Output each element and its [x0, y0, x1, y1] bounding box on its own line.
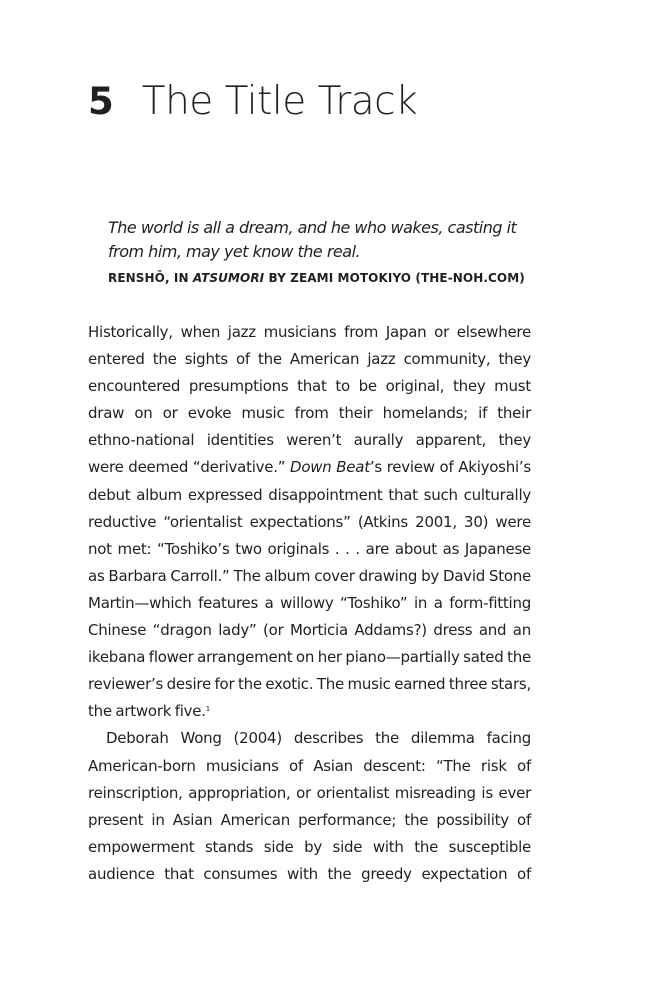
chapter-heading: [88, 72, 568, 132]
text-line: encountered presumptions that to be original, they must: [88, 377, 531, 396]
text-line: ikebana flower arrangement on her piano—partially sated the: [88, 648, 531, 667]
epigraph-attribution: [108, 271, 528, 285]
epigraph-line: The world is all a dream, and he who wakes, casting it: [108, 218, 517, 237]
text-line: American-born musicians of Asian descent: “The risk of: [88, 756, 531, 775]
text-line: not met: “Toshiko’s two originals . . . are about as Japanese: [88, 539, 531, 558]
attribution-work-title: ATSUMORI: [192, 271, 265, 285]
text-line: draw on or evoke music from their homelands; if their: [88, 404, 531, 423]
paragraph-2: [88, 725, 531, 888]
text-line: Deborah Wong (2004) describes the dilemma facing: [106, 729, 531, 748]
text-line: audience that consumes with the greedy expectation of: [88, 864, 531, 883]
text-run: ’s review of Akiyoshi’s: [369, 458, 531, 477]
text-line: ethno-national identities weren’t aurally apparent, they: [88, 431, 531, 450]
text-line: debut album expressed disappointment that such culturally: [88, 485, 531, 504]
footnote-marker[interactable]: 1: [205, 705, 210, 714]
epigraph: [108, 216, 528, 285]
text-run: were deemed “derivative.”: [88, 458, 291, 477]
chapter-title: The Title Track: [141, 79, 418, 124]
text-line: Historically, when jazz musicians from Japan or elsewhere: [88, 323, 531, 341]
text-run: the artwork five.: [88, 702, 206, 721]
text-line: entered the sights of the American jazz community, they: [88, 350, 531, 369]
text-line: present in Asian American performance; the possibility of: [88, 810, 531, 829]
text-line: Chinese “dragon lady” (or Morticia Addams?) dress and an: [88, 621, 531, 640]
body-text: [88, 319, 531, 888]
text-line: reviewer’s desire for the exotic. The music earned three stars,: [88, 675, 531, 694]
publication-title: Down Beat: [290, 458, 370, 477]
epigraph-line: from him, may yet know the real.: [108, 242, 361, 261]
attribution-speaker: RENSHŌ, IN: [108, 271, 193, 285]
chapter-number: 5: [88, 80, 114, 123]
text-line: reinscription, appropriation, or orientalist misreading is ever: [88, 783, 531, 802]
text-line: [88, 454, 531, 481]
text-line: as Barbara Carroll.” The album cover drawing by David Stone: [88, 566, 531, 585]
paragraph-1: [88, 319, 531, 725]
text-line: reductive “orientalist expectations” (Atkins 2001, 30) were: [88, 512, 531, 531]
text-line: [88, 698, 531, 725]
text-line: empowerment stands side by side with the susceptible: [88, 837, 531, 856]
attribution-source: BY ZEAMI MOTOKIYO (THE-NOH.COM): [264, 271, 525, 285]
text-line: Martin—which features a willowy “Toshiko” in a form-fitting: [88, 593, 531, 612]
